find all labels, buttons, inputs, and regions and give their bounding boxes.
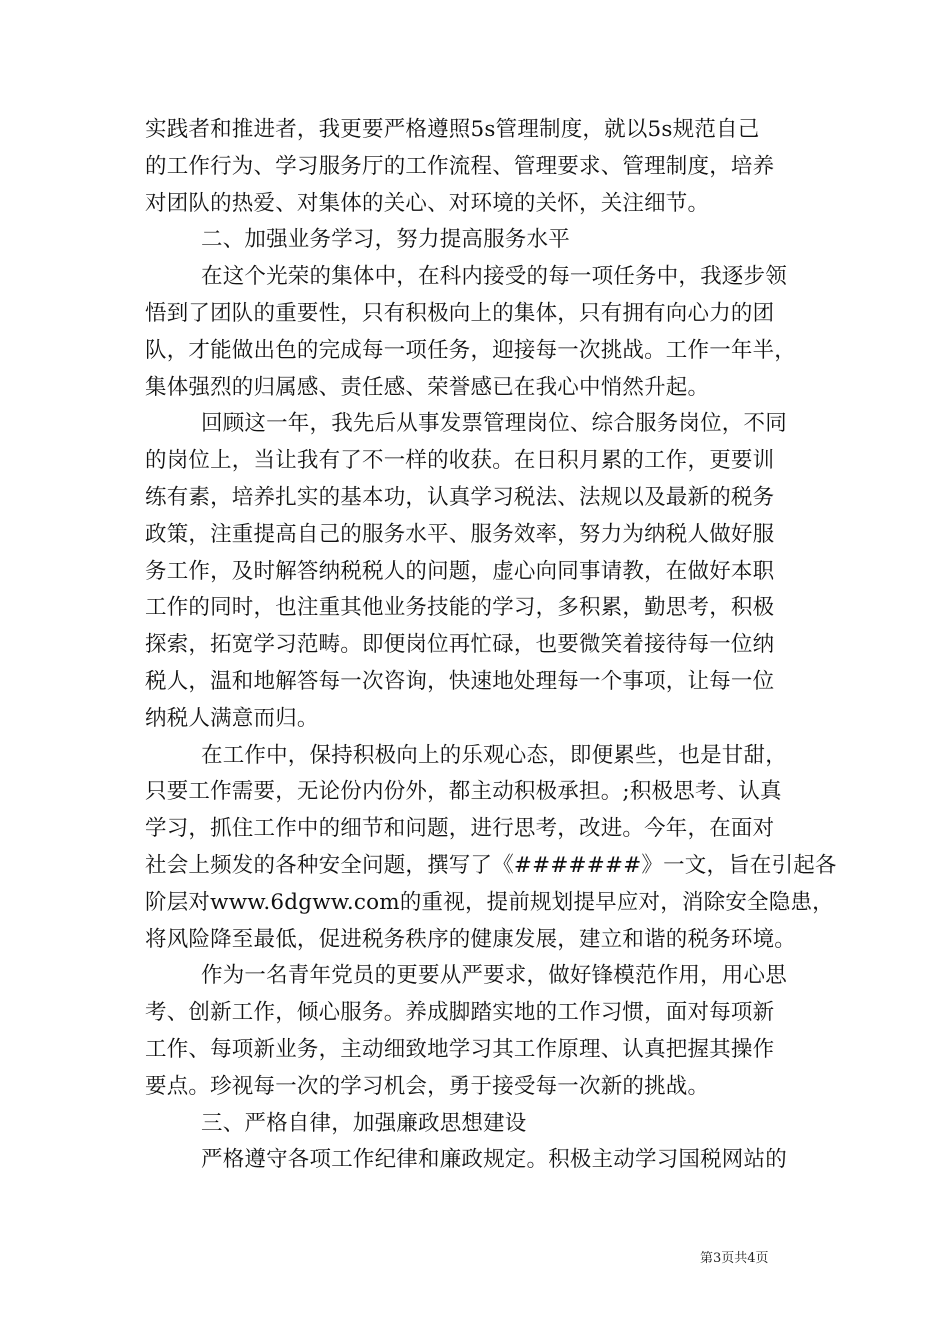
text-line: 悟到了团队的重要性，只有积极向上的集体，只有拥有向心力的团 (145, 300, 775, 326)
document-body (145, 112, 837, 1179)
text-line: 在这个光荣的集体中，在科内接受的每一项任务中，我逐步领 (201, 264, 787, 290)
text-line: 工作、每项新业务，主动细致地学习其工作原理、认真把握其操作 (145, 1036, 775, 1062)
section-heading: 三、严格自律，加强廉政思想建设 (201, 1110, 527, 1136)
text-line: 学习，抓住工作中的细节和问题，进行思考，改进。今年，在面对 (145, 816, 775, 842)
text-line: 实践者和推进者，我更要严格遵照5s管理制度，就以5s规范自己 (145, 117, 760, 142)
text-line: 练有素，培养扎实的基本功，认真学习税法、法规以及最新的税务 (145, 484, 775, 510)
text-line: 的岗位上，当让我有了不一样的收获。在日积月累的工作，更要训 (145, 448, 775, 474)
text-line: 阶层对www.6dgww.com的重视，提前规划提早应对，消除安全隐患， (145, 889, 834, 915)
text-line: 只要工作需要，无论份内份外，都主动积极承担。;积极思考、认真 (145, 779, 782, 805)
text-line: 集体强烈的归属感、责任感、荣誉感已在我心中悄然升起。 (145, 374, 710, 400)
text-line: 队，才能做出色的完成每一项任务，迎接每一次挑战。工作一年半， (145, 337, 797, 363)
text-line: 在工作中，保持积极向上的乐观心态，即便累些，也是甘甜， (201, 742, 787, 768)
text-line: 政策，注重提高自己的服务水平、服务效率，努力为纳税人做好服 (145, 521, 775, 547)
text-line: 工作的同时，也注重其他业务技能的学习，多积累，勤思考，积极 (145, 595, 775, 621)
text-line: 社会上频发的各种安全问题，撰写了《#######》一文，旨在引起各 (145, 852, 837, 878)
text-line: 纳税人满意而归。 (145, 705, 319, 731)
text-line: 将风险降至最低，促进税务秩序的健康发展，建立和谐的税务环境。 (145, 926, 797, 952)
text-line: 要点。珍视每一次的学习机会，勇于接受每一次新的挑战。 (145, 1073, 710, 1099)
text-line: 税人，温和地解答每一次咨询，快速地处理每一个事项，让每一位 (145, 668, 775, 694)
section-heading: 二、加强业务学习，努力提高服务水平 (201, 227, 570, 253)
text-line: 务工作，及时解答纳税税人的问题，虚心向同事请教，在做好本职 (145, 558, 775, 584)
text-line: 考、创新工作，倾心服务。养成脚踏实地的工作习惯，面对每项新 (145, 1000, 775, 1026)
page-number: 第3页共4页 (700, 1251, 769, 1266)
text-line: 对团队的热爱、对集体的关心、对环境的关怀，关注细节。 (145, 190, 710, 216)
text-line: 探索，拓宽学习范畴。即便岗位再忙碌，也要微笑着接待每一位纳 (145, 632, 775, 658)
text-line: 回顾这一年，我先后从事发票管理岗位、综合服务岗位，不同 (201, 411, 787, 437)
text-line: 严格遵守各项工作纪律和廉政规定。积极主动学习国税网站的 (201, 1147, 787, 1173)
text-line: 的工作行为、学习服务厅的工作流程、管理要求、管理制度，培养 (145, 153, 775, 179)
text-line: 作为一名青年党员的更要从严要求，做好锋模范作用，用心思 (201, 963, 787, 989)
